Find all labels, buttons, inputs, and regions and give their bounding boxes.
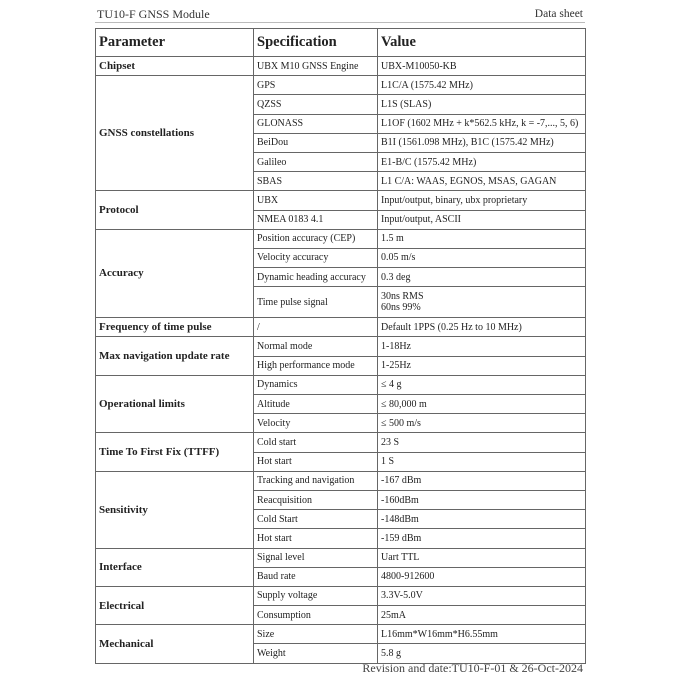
specification-cell: Velocity accuracy xyxy=(254,248,378,267)
value-cell xyxy=(378,114,586,133)
specification-cell: Hot start xyxy=(254,452,378,471)
value-cell xyxy=(378,625,586,644)
column-header-value: Value xyxy=(378,29,586,57)
value-line: 60ns 99% xyxy=(381,302,421,314)
value-cell xyxy=(378,606,586,625)
value-line: -159 dBm xyxy=(381,532,422,544)
specification-cell: Weight xyxy=(254,644,378,663)
value-line: L1S (SLAS) xyxy=(381,98,432,110)
table-row xyxy=(96,76,586,95)
value-line: E1-B/C (1575.42 MHz) xyxy=(381,156,477,168)
value-line: Input/output, ASCII xyxy=(381,214,462,226)
value-line: ≤ 500 m/s xyxy=(381,417,421,429)
parameter-cell: Protocol xyxy=(96,191,254,229)
value-cell xyxy=(378,452,586,471)
specification-cell: Time pulse signal xyxy=(254,287,378,318)
header-rule xyxy=(95,22,585,23)
value-cell xyxy=(378,268,586,287)
value-cell xyxy=(378,395,586,414)
value-cell xyxy=(378,337,586,356)
specification-cell: QZSS xyxy=(254,95,378,114)
value-cell xyxy=(378,471,586,490)
specification-cell: Size xyxy=(254,625,378,644)
specification-cell: Reacquisition xyxy=(254,490,378,509)
table-row xyxy=(96,586,586,605)
table-header-row xyxy=(96,29,586,57)
value-cell xyxy=(378,133,586,152)
value-line: 1-18Hz xyxy=(381,341,411,353)
specification-cell: Hot start xyxy=(254,529,378,548)
column-header-specification: Specification xyxy=(254,29,378,57)
parameter-cell: Operational limits xyxy=(96,375,254,433)
specification-cell: / xyxy=(254,318,378,337)
value-line: 1.5 m xyxy=(381,233,404,245)
specification-cell: Tracking and navigation xyxy=(254,471,378,490)
spec-table xyxy=(95,28,586,664)
parameter-cell: Frequency of time pulse xyxy=(96,318,254,337)
value-cell xyxy=(378,318,586,337)
value-cell xyxy=(378,287,586,318)
value-line: L1OF (1602 MHz + k*562.5 kHz, k = -7,..., 5, 6) xyxy=(381,118,579,130)
value-line: Default 1PPS (0.25 Hz to 10 MHz) xyxy=(381,321,522,333)
table-row xyxy=(96,318,586,337)
value-cell xyxy=(378,57,586,76)
value-line: L1 C/A: WAAS, EGNOS, MSAS, GAGAN xyxy=(381,175,557,187)
value-cell xyxy=(378,414,586,433)
table-row xyxy=(96,191,586,210)
document-title: TU10-F GNSS Module xyxy=(97,7,210,21)
parameter-cell: Chipset xyxy=(96,57,254,76)
value-cell xyxy=(378,210,586,229)
revision-note: Revision and date:TU10-F-01 & 26-Oct-2024 xyxy=(362,661,583,675)
specification-cell: Position accuracy (CEP) xyxy=(254,229,378,248)
specification-cell: Dynamics xyxy=(254,375,378,394)
value-line: L1C/A (1575.42 MHz) xyxy=(381,79,473,91)
specification-cell: SBAS xyxy=(254,172,378,191)
value-cell xyxy=(378,172,586,191)
value-line: Input/output, binary, ubx proprietary xyxy=(381,194,528,206)
value-line: L16mm*W16mm*H6.55mm xyxy=(381,628,498,640)
specification-cell: UBX M10 GNSS Engine xyxy=(254,57,378,76)
specification-cell: Baud rate xyxy=(254,567,378,586)
parameter-cell: GNSS constellations xyxy=(96,76,254,191)
value-cell xyxy=(378,586,586,605)
specification-cell: Cold start xyxy=(254,433,378,452)
value-line: 1 S xyxy=(381,456,395,468)
parameter-cell: Mechanical xyxy=(96,625,254,663)
value-cell xyxy=(378,490,586,509)
value-cell xyxy=(378,248,586,267)
specification-cell: Cold Start xyxy=(254,510,378,529)
specification-cell: Signal level xyxy=(254,548,378,567)
specification-cell: Galileo xyxy=(254,152,378,171)
value-line: 4800-912600 xyxy=(381,571,435,583)
specification-cell: BeiDou xyxy=(254,133,378,152)
value-cell xyxy=(378,510,586,529)
value-cell xyxy=(378,548,586,567)
parameter-cell: Time To First Fix (TTFF) xyxy=(96,433,254,471)
specification-cell: High performance mode xyxy=(254,356,378,375)
value-cell xyxy=(378,152,586,171)
specification-cell: Consumption xyxy=(254,606,378,625)
value-line: UBX-M10050-KB xyxy=(381,60,457,72)
table-row xyxy=(96,229,586,248)
specification-cell: GPS xyxy=(254,76,378,95)
spec-table-body xyxy=(96,57,586,664)
specification-cell: Supply voltage xyxy=(254,586,378,605)
value-line: 25mA xyxy=(381,609,406,621)
value-line: B1I (1561.098 MHz), B1C (1575.42 MHz) xyxy=(381,137,554,149)
value-line: 30ns RMS xyxy=(381,291,424,303)
value-cell xyxy=(378,191,586,210)
value-line: 5.8 g xyxy=(381,648,401,660)
value-cell xyxy=(378,95,586,114)
specification-cell: GLONASS xyxy=(254,114,378,133)
parameter-cell: Electrical xyxy=(96,586,254,624)
parameter-cell: Sensitivity xyxy=(96,471,254,548)
value-line: 23 S xyxy=(381,436,400,448)
document-type: Data sheet xyxy=(534,8,583,20)
value-cell xyxy=(378,356,586,375)
value-line: -160dBm xyxy=(381,494,419,506)
value-line: ≤ 4 g xyxy=(381,379,402,391)
table-row xyxy=(96,433,586,452)
value-line: -148dBm xyxy=(381,513,419,525)
value-line: 0.05 m/s xyxy=(381,252,416,264)
value-cell xyxy=(378,529,586,548)
specification-cell: Normal mode xyxy=(254,337,378,356)
column-header-parameter: Parameter xyxy=(96,29,254,57)
value-cell xyxy=(378,567,586,586)
value-cell xyxy=(378,76,586,95)
specification-cell: Altitude xyxy=(254,395,378,414)
parameter-cell: Interface xyxy=(96,548,254,586)
table-row xyxy=(96,625,586,644)
value-line: 3.3V-5.0V xyxy=(381,590,423,602)
specification-cell: Velocity xyxy=(254,414,378,433)
specification-cell: NMEA 0183 4.1 xyxy=(254,210,378,229)
parameter-cell: Max navigation update rate xyxy=(96,337,254,375)
value-line: 0.3 deg xyxy=(381,271,411,283)
value-line: Uart TTL xyxy=(381,552,420,564)
specification-cell: Dynamic heading accuracy xyxy=(254,268,378,287)
value-line: ≤ 80,000 m xyxy=(381,398,427,410)
table-row xyxy=(96,548,586,567)
table-row xyxy=(96,337,586,356)
table-row xyxy=(96,57,586,76)
table-row xyxy=(96,375,586,394)
value-line: -167 dBm xyxy=(381,475,422,487)
value-cell xyxy=(378,375,586,394)
value-cell xyxy=(378,433,586,452)
table-row xyxy=(96,471,586,490)
parameter-cell: Accuracy xyxy=(96,229,254,318)
value-line: 1-25Hz xyxy=(381,360,411,372)
value-cell xyxy=(378,229,586,248)
specification-cell: UBX xyxy=(254,191,378,210)
